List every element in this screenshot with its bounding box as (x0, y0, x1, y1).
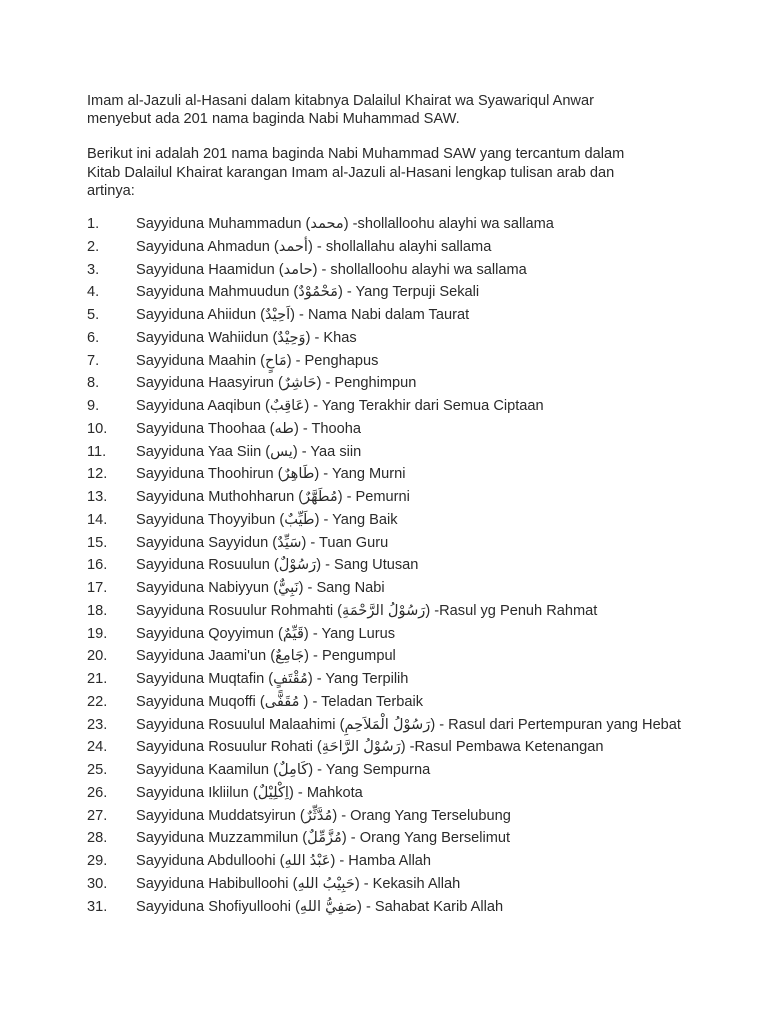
list-item-text: Sayyiduna Thoohaa (طه) - Thooha (136, 420, 361, 437)
list-item-text: Sayyiduna Nabiyyun (نَبِيٌّ) - Sang Nabi (136, 580, 385, 597)
list-item (87, 486, 728, 509)
list-item-number: 29. (87, 853, 108, 870)
list-item (87, 259, 728, 282)
list-item-number: 13. (87, 489, 108, 506)
list-item (87, 623, 728, 646)
list-item-text: Sayyiduna Kaamilun (كَامِلٌ) - Yang Sempurna (136, 762, 431, 779)
intro-paragraph: Imam al-Jazuli al-Hasani dalam kitabnya Dalailul Khairat wa Syawariqul Anwar menyebut ada 201 nama baginda Nabi Muhammad SAW. (87, 93, 594, 128)
list-item-number: 10. (87, 420, 108, 437)
list-item (87, 805, 728, 828)
list-item-number: 6. (87, 329, 100, 346)
list-item-text: Sayyiduna Rosuulun (رَسُوْلٌ) - Sang Utusan (136, 557, 419, 574)
list-item-number: 2. (87, 238, 100, 255)
list-item-text: Sayyiduna Rosuulur Rohati (رَسُوْلُ الرَّاحَةِ) -Rasul Pembawa Ketenangan (136, 739, 604, 756)
list-item (87, 350, 728, 373)
list-item-text: Sayyiduna Ahiidun (اَحِيْدٌ) - Nama Nabi dalam Taurat (136, 307, 470, 324)
list-item (87, 896, 728, 919)
list-item-text: Sayyiduna Ikliilun (اِكْلِيْلٌ) - Mahkota (136, 784, 363, 801)
list-item (87, 236, 728, 259)
list-item (87, 782, 728, 805)
list-item-number: 21. (87, 671, 108, 688)
list-item-number: 31. (87, 898, 108, 915)
list-item-number: 24. (87, 739, 108, 756)
list-item-text: Sayyiduna Muqtafin (مُقْتَفٍ) - Yang Terpilih (136, 671, 409, 688)
list-item-number: 25. (87, 762, 108, 779)
list-item-text: Sayyiduna Haamidun (حامد) - shollalloohu alayhi wa sallama (136, 261, 527, 278)
list-item-text: Sayyiduna Thoohirun (طَاهِرٌ) - Yang Murni (136, 466, 406, 483)
list-item-number: 4. (87, 284, 100, 301)
list-item-number: 19. (87, 625, 108, 642)
list-item (87, 372, 728, 395)
list-item-number: 15. (87, 534, 108, 551)
list-item-number: 28. (87, 830, 108, 847)
list-item (87, 304, 728, 327)
list-item (87, 668, 728, 691)
list-item (87, 213, 728, 236)
list-item (87, 418, 728, 441)
list-item-number: 22. (87, 693, 108, 710)
list-item-text: Sayyiduna Muddatsyirun (مُدَّثِّرٌ) - Orang Yang Terselubung (136, 807, 511, 824)
list-item-text: Sayyiduna Maahin (مَاحٍ) - Penghapus (136, 352, 379, 369)
list-item-text: Sayyiduna Yaa Siin (يس) - Yaa siin (136, 443, 362, 460)
list-item-number: 1. (87, 216, 100, 233)
list-item (87, 441, 728, 464)
list-item-text: Sayyiduna Muthohharun (مُطَهَّرٌ) - Pemurni (136, 489, 410, 506)
list-item-text: Sayyiduna Haasyirun (حَاشِرٌ) - Penghimpun (136, 375, 417, 392)
list-item (87, 281, 728, 304)
list-item-text: Sayyiduna Jaami'un (جَامِعٌ) - Pengumpul (136, 648, 396, 665)
list-item-number: 12. (87, 466, 108, 483)
list-item (87, 827, 728, 850)
list-item-text: Sayyiduna Wahiidun (وَحِيْدٌ) - Khas (136, 329, 357, 346)
list-item (87, 395, 728, 418)
list-intro-paragraph: Berikut ini adalah 201 nama baginda Nabi Muhammad SAW yang tercantum dalam Kitab Dalailul Khairat karangan Imam al-Jazuli al-Hasani lengkap tulisan arab dan artinya: (87, 146, 625, 199)
list-item-number: 17. (87, 580, 108, 597)
list-item-number: 8. (87, 375, 100, 392)
list-item-text: Sayyiduna Qoyyimun (قَيِّمٌ) - Yang Lurus (136, 625, 396, 642)
list-item (87, 554, 728, 577)
list-item-text: Sayyiduna Aaqibun (عَاقِبٌ) - Yang Terakhir dari Semua Ciptaan (136, 398, 544, 415)
list-item-text: Sayyiduna Rosuulul Malaahimi (رَسُوْلُ الْمَلاَحِمِ) - Rasul dari Pertempuran yang Hebat (136, 716, 681, 733)
list-item-number: 30. (87, 875, 108, 892)
list-item-number: 26. (87, 784, 108, 801)
list-item (87, 509, 728, 532)
list-item (87, 736, 728, 759)
list-item-number: 20. (87, 648, 108, 665)
list-item-text: Sayyiduna Muzzammilun (مُزَّمِّلٌ) - Orang Yang Berselimut (136, 830, 511, 847)
list-item (87, 645, 728, 668)
list-item (87, 850, 728, 873)
list-item-number: 3. (87, 261, 100, 278)
list-item (87, 327, 728, 350)
list-item-text: Sayyiduna Rosuulur Rohmahti (رَسُوْلُ الرَّحْمَةِ) -Rasul yg Penuh Rahmat (136, 602, 598, 619)
list-item-number: 16. (87, 557, 108, 574)
list-item-number: 23. (87, 716, 108, 733)
list-item-text: Sayyiduna Abdulloohi (عَبْدُ اللهِ) - Hamba Allah (136, 853, 432, 870)
list-item (87, 759, 728, 782)
list-item-text: Sayyiduna Muqoffi (مُقَفًّى ) - Teladan Terbaik (136, 693, 424, 710)
list-item (87, 600, 728, 623)
list-item (87, 691, 728, 714)
list-item-number: 14. (87, 511, 108, 528)
list-item-number: 7. (87, 352, 100, 369)
list-item-number: 27. (87, 807, 108, 824)
list-item-text: Sayyiduna Muhammadun (محمد) -shollalloohu alayhi wa sallama (136, 216, 554, 233)
list-item (87, 532, 728, 555)
list-item-text: Sayyiduna Habibulloohi (حَبِيْبُ اللهِ) - Kekasih Allah (136, 875, 461, 892)
names-list (87, 213, 728, 918)
list-item-number: 9. (87, 398, 100, 415)
list-item-text: Sayyiduna Sayyidun (سَيِّدٌ) - Tuan Guru (136, 534, 389, 551)
list-item-text: Sayyiduna Shofiyulloohi (صَفِيُّ اللهِ) - Sahabat Karib Allah (136, 898, 504, 915)
list-item (87, 463, 728, 486)
list-item (87, 577, 728, 600)
list-item-number: 5. (87, 307, 100, 324)
list-item-number: 18. (87, 602, 108, 619)
list-item-text: Sayyiduna Ahmadun (أحمد) - shollallahu alayhi sallama (136, 238, 492, 255)
list-item-text: Sayyiduna Thoyyibun (طَيِّبٌ) - Yang Baik (136, 511, 398, 528)
list-item (87, 714, 728, 737)
list-item (87, 873, 728, 896)
list-item-number: 11. (87, 443, 107, 460)
list-item-text: Sayyiduna Mahmuudun (مَحْمُوْدٌ) - Yang Terpuji Sekali (136, 284, 480, 301)
